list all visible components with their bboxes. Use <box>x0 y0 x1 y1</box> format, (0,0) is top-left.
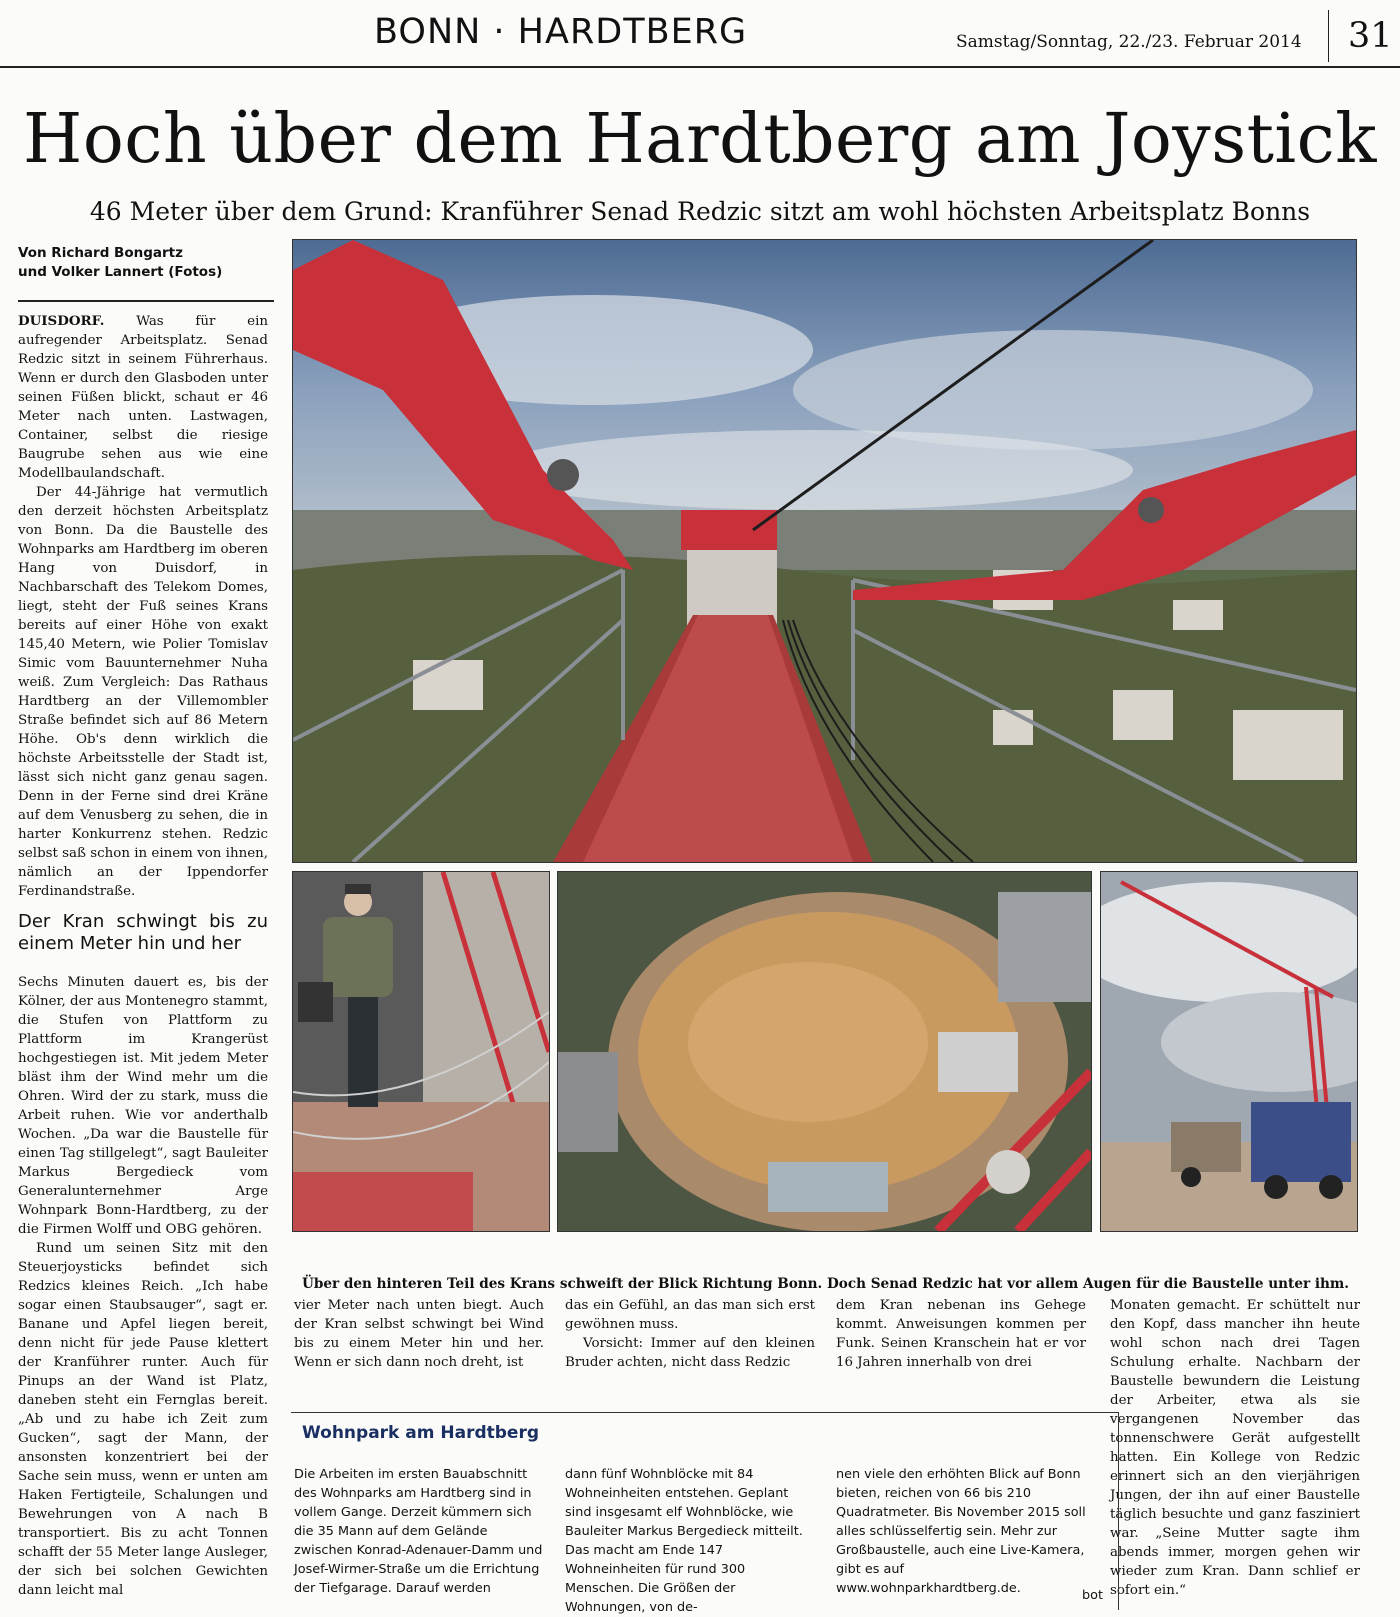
photo-construction-site-aerial <box>557 871 1092 1232</box>
top-rule <box>0 66 1400 68</box>
paragraph: vier Meter nach unten biegt. Auch der Kran selbst schwingt bei Wind bis zu einem Meter hin und her. Wenn er sich dann noch dreht, ist <box>294 1298 544 1370</box>
article-column-1 <box>18 312 268 1600</box>
article-column-3 <box>565 1296 815 1372</box>
paragraph: Vorsicht: Immer auf den kleinen Bruder achten, nicht dass Redzic <box>565 1336 815 1370</box>
infobox-column-1 <box>294 1465 544 1598</box>
paragraph: Sechs Minuten dauert es, bis der Kölner, der aus Montenegro stammt, die Stufen von Plattform zu Plattform im Krangerüst hochgestiegen ist. Mit jedem Meter bläst ihm der Wind mehr um die Ohren. Wird der zu stark, muss die Arbeit ruhen. Wie vor anderthalb Wochen. „Da war die Baustelle für einen Tag stillgelegt“, sagt Bauleiter Markus Bergedieck vom Generalunternehmer Arge Wohnpark Bonn-Hardtberg, zu der die Firmen Wolff und OBG gehören. <box>18 975 268 1237</box>
crane-truck-illustration <box>1101 872 1357 1231</box>
construction-site-illustration <box>558 872 1091 1231</box>
article-column-5 <box>1110 1296 1360 1600</box>
photo-crane-operator <box>292 871 550 1232</box>
infobox-text: nen viele den erhöhten Blick auf Bonn bieten, reichen von 66 bis 210 Quadratmeter. Bis November 2015 soll alles schlüsselfertig sein. Mehr zur Großbaustelle, auch eine Live-Kamera, gibt es auf www.wohnparkhardtberg.de. <box>836 1467 1086 1596</box>
byline-rule <box>18 300 274 302</box>
subheading: Der Kran schwingt bis zu einem Meter hin und her <box>18 911 268 954</box>
infobox-text: Die Arbeiten im ersten Bauabschnitt des Wohnparks am Hardtberg sind in vollem Gange. Derzeit kümmern sich die 35 Mann auf dem Gelände zwischen Konrad-Adenauer-Damm und Josef-Wirmer-Straße um die Errichtung der Tiefgarage. Darauf werden <box>294 1467 543 1596</box>
infobox-column-3 <box>836 1465 1086 1598</box>
headline: Hoch über dem Hardtberg am Joystick <box>23 100 1377 179</box>
crane-walkway-illustration <box>293 240 1356 862</box>
subheadline: 46 Meter über dem Grund: Kranführer Senad Redzic sitzt am wohl höchsten Arbeitsplatz Bonns <box>89 197 1311 226</box>
article-column-4 <box>836 1296 1086 1372</box>
infobox-title: Wohnpark am Hardtberg <box>302 1423 540 1443</box>
paragraph: Rund um seinen Sitz mit den Steuerjoysticks befindet sich Redzics kleines Reich. „Ich habe sogar einen Staubsauger“, sagt er. Banane und Apfel liegen bereit, denn nicht für jede Pause klettert der Kranführer runter. Auch für Pinups an der Wand ist Platz, daneben steht ein Fernglas bereit. „Ab und zu habe ich Zeit zum Gucken“, sagt der Mann, der ansonsten konzentriert bei der Sache sein muss, wenn er unten am Haken Fertigteile, Schalungen und Bewehrungen von A nach B transportiert. Bis zu acht Tonnen schafft der 55 Meter lange Ausleger, der sich bei solchen Gewichten dann leicht mal <box>18 1241 268 1598</box>
photo-caption: Über den hinteren Teil des Krans schweift der Blick Richtung Bonn. Doch Senad Redzic hat vor allem Augen für die Baustelle unter ihm. <box>302 1276 1350 1292</box>
byline <box>18 244 274 282</box>
byline-author: Von Richard Bongartz <box>18 245 183 261</box>
main-photo-crane-walkway <box>292 239 1357 863</box>
issue-date: Samstag/Sonntag, 22./23. Februar 2014 <box>956 32 1302 52</box>
paragraph: das ein Gefühl, an das man sich erst gewöhnen muss. <box>565 1298 815 1332</box>
section-title: BONN · HARDTBERG <box>374 12 748 52</box>
infobox-text: dann fünf Wohnblöcke mit 84 Wohneinheiten entstehen. Geplant sind insgesamt elf Wohnblöcke, wie Bauleiter Markus Bergedieck mitteilt. Das macht am Ende 147 Wohneinheiten für rund 300 Menschen. Die Größen der Wohnungen, von de- <box>565 1467 803 1615</box>
infobox-column-2 <box>565 1465 815 1617</box>
masthead-divider <box>1328 10 1329 62</box>
paragraph: Der 44-Jährige hat vermutlich den derzeit höchsten Arbeitsplatz von Bonn. Da die Baustelle des Wohnparks am Hardtberg im oberen Hang von Duisdorf, in Nachbarschaft des Telekom Domes, liegt, steht der Fuß seines Krans bereits auf einer Höhe von exakt 145,40 Metern, wie Polier Tomislav Simic vom Bauunternehmer Nuha weiß. Zum Vergleich: Das Rathaus Hardtberg an der Villemombler Straße befindet sich auf 86 Metern Höhe. Ob's denn wirklich die höchste Arbeitsstelle der Stadt ist, lässt sich nicht ganz genau sagen. Denn in der Ferne sind drei Kräne auf dem Venusberg zu sehen, die in harter Konkurrenz stehen. Redzic selbst saß schon in einem von ihnen, nämlich an der Ippendorfer Ferdinandstraße. <box>18 485 268 899</box>
infobox-author-credit: bot <box>1082 1588 1103 1603</box>
article-column-2 <box>294 1296 544 1372</box>
paragraph: DUISDORF. Was für ein aufregender Arbeitsplatz. Senad Redzic sitzt in seinem Führerhaus. Wenn er durch den Glasboden unter seinen Füßen blickt, schaut er 46 Meter nach unten. Lastwagen, Container, selbst die riesige Baugrube sehen aus wie eine Modellbaulandschaft. <box>18 313 268 481</box>
dateline: DUISDORF. <box>18 313 105 329</box>
paragraph: dem Kran nebenan ins Gehege kommt. Anweisungen kommen per Funk. Seinen Kranschein hat er vor 16 Jahren innerhalb von drei <box>836 1298 1086 1370</box>
photo-crane-and-truck <box>1100 871 1358 1232</box>
paragraph: Monaten gemacht. Er schüttelt nur den Kopf, dass mancher ihn heute wohl schon nach drei Tagen Schulung erhalte. Nachbarn der Baustelle bewundern die Leistung der Arbeiter, etwa als sie vergangenen November das tonnenschwere Gerät aufgestellt hatten. Ein Kollege von Redzic erinnert sich an den vierjährigen Jungen, der ihn auf einer Baustelle täglich besuchte und ganz fasziniert war. „Seine Mutter sagte ihm abends immer, morgen gehen wir wieder zum Kran. Dann schlief er sofort ein.“ <box>1110 1298 1360 1598</box>
byline-photos: und Volker Lannert (Fotos) <box>18 264 223 280</box>
page-number: 31 <box>1348 16 1393 56</box>
crane-operator-illustration <box>293 872 549 1231</box>
